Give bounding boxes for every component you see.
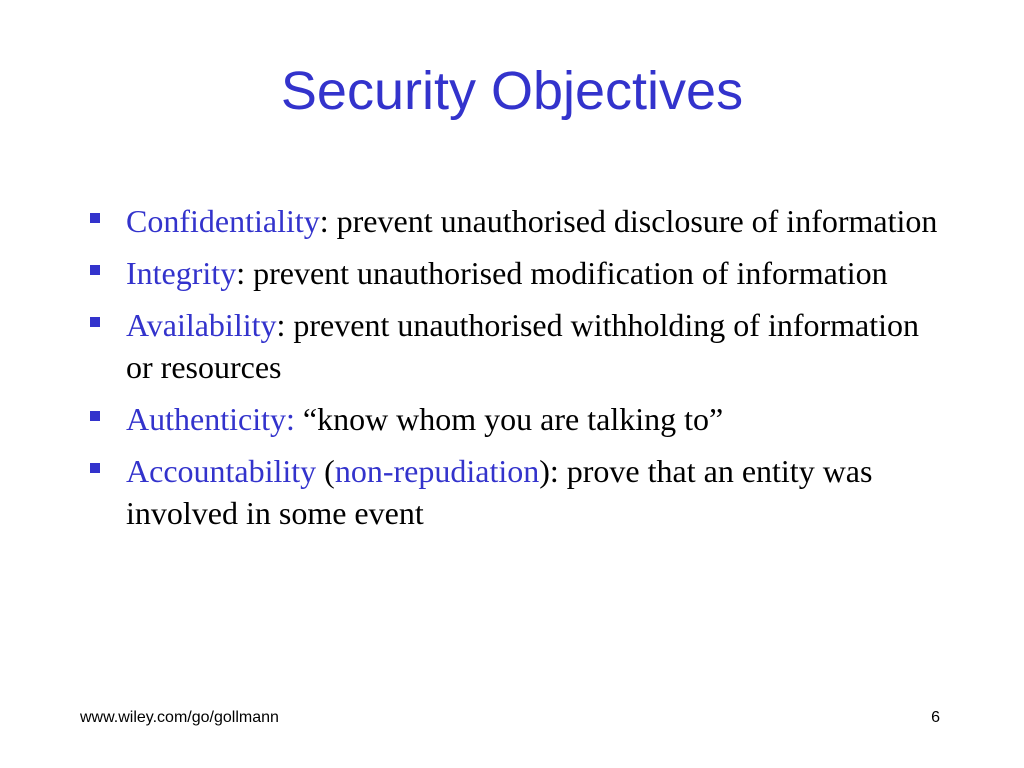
square-bullet-icon bbox=[90, 463, 100, 473]
page-number: 6 bbox=[931, 709, 940, 726]
bullet-description: ): prove that an entity was involved in some event bbox=[126, 453, 873, 531]
bullet-paren-open: ( bbox=[316, 453, 335, 489]
bullet-term: Authenticity: bbox=[126, 401, 295, 437]
bullet-confidentiality bbox=[90, 200, 950, 242]
bullet-term: Accountability bbox=[126, 453, 317, 489]
bullet-term-secondary: non-repudiation bbox=[334, 453, 540, 489]
bullet-term: Availability bbox=[126, 307, 277, 343]
square-bullet-icon bbox=[90, 411, 100, 421]
bullet-list bbox=[90, 200, 950, 544]
bullet-term: Integrity bbox=[126, 255, 237, 291]
bullet-term: Confidentiality bbox=[126, 203, 320, 239]
bullet-description: : prevent unauthorised disclosure of information bbox=[319, 203, 938, 239]
slide-title: Security Objectives bbox=[280, 61, 744, 121]
square-bullet-icon bbox=[90, 213, 100, 223]
bullet-accountability bbox=[90, 450, 950, 534]
bullet-description: “know whom you are talking to” bbox=[294, 401, 724, 437]
bullet-authenticity bbox=[90, 398, 950, 440]
footer-url: www.wiley.com/go/gollmann bbox=[80, 709, 279, 726]
bullet-description: : prevent unauthorised modification of information bbox=[236, 255, 888, 291]
square-bullet-icon bbox=[90, 317, 100, 327]
square-bullet-icon bbox=[90, 265, 100, 275]
bullet-integrity bbox=[90, 252, 950, 294]
bullet-description: : prevent unauthorised withholding of information or resources bbox=[126, 307, 920, 385]
bullet-availability bbox=[90, 304, 950, 388]
